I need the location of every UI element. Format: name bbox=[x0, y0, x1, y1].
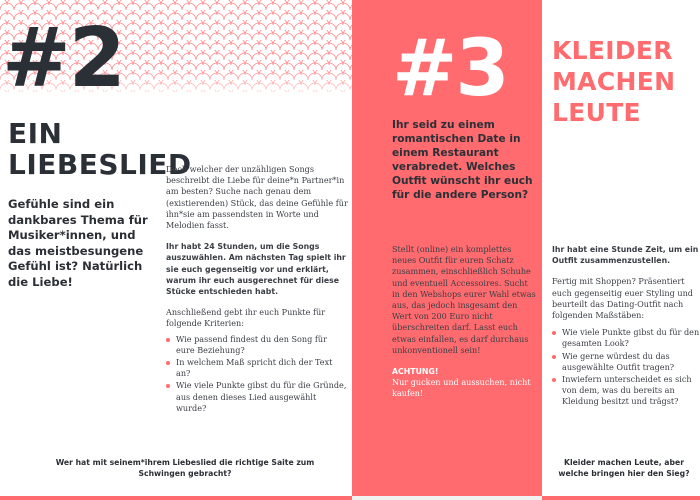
list-item: Wie gerne würdest du das ausgewählte Outfit tragen? bbox=[552, 351, 700, 373]
body-text bbox=[392, 244, 537, 400]
page-title bbox=[8, 117, 192, 181]
body-paragraph-3: Anschließend gebt ihr euch Punkte für folgende Kriterien: bbox=[166, 307, 326, 329]
page-title bbox=[552, 35, 697, 128]
list-item: Inwiefern unterscheidet es sich von dem, was du bereits an Kleidung besitzt und trägst? bbox=[552, 374, 700, 408]
list-item: Wie passend findest du den Song für eure Beziehung? bbox=[166, 334, 348, 356]
body-paragraph-1-bold: Ihr habt eine Stunde Zeit, um ein Outfit zusammenzustellen. bbox=[552, 245, 699, 266]
warning-text: Nur gucken und aussuchen, nicht kaufen! bbox=[392, 377, 531, 399]
list-item: In welchem Maß spricht dich der Text an? bbox=[166, 357, 348, 379]
section-number: #2 bbox=[2, 11, 124, 106]
page-date-outfit bbox=[352, 0, 542, 500]
page-title-line-2: LIEBESLIED bbox=[8, 148, 192, 181]
body-paragraph-2-bold: Ihr habt 24 Stunden, um die Songs auszuwählen. Am nächsten Tag spielt ihr sie euch gegenseitig vor und erklärt, warum ihr euch ausgerechnet für diese Stücke entschieden habt. bbox=[166, 242, 346, 297]
body-paragraph-1: Stellt (online) ein komplettes neues Outfit für euren Schatz zusammen, einschließlich Schuhe und eventuell Accessoires. Sucht in den Webshops eurer Wahl etwas aus, das jedoch insgesamt den Wert von 200 Euro nicht überschreiten darf. Lasst euch etwas einfallen, es darf durchaus unkonventionell sein! bbox=[392, 244, 536, 355]
criteria-list bbox=[166, 334, 348, 414]
warning-label: ACHTUNG! bbox=[392, 367, 439, 377]
closing-question: Wer hat mit seinem*ihrem Liebeslied die richtige Saite zum Schwingen gebracht? bbox=[55, 458, 315, 478]
body-paragraph-1: Doch welcher der unzähligen Songs beschreibt die Liebe für deine*n Partner*in am besten? Suche nach genau dem (existierenden) Stück, das deine Gefühle für ihn*sie am passendsten in Worte und Melodien fasst. bbox=[166, 164, 348, 231]
list-item: Wie viele Punkte gibst du für den gesamten Look? bbox=[552, 327, 700, 349]
bottom-accent-bar-left bbox=[0, 496, 352, 500]
closing-question: Kleider machen Leute, aber welche bringen hier den Sieg? bbox=[558, 458, 690, 478]
body-text bbox=[552, 244, 700, 409]
body-text bbox=[166, 164, 348, 415]
bottom-accent-bar-right bbox=[542, 496, 700, 500]
page-title-line-1: EIN bbox=[8, 117, 63, 150]
lead-paragraph: Gefühle sind ein dankbares Thema für Musiker*innen, und das meistbesungene Gefühl ist? Natürlich die Liebe! bbox=[8, 197, 148, 289]
page-kleider-machen-leute bbox=[542, 0, 700, 500]
page-title-line-1: KLEIDER bbox=[552, 36, 673, 65]
section-number: #3 bbox=[392, 24, 508, 114]
page-title-line-2: MACHEN bbox=[552, 67, 676, 96]
page-title-line-3: LEUTE bbox=[552, 98, 641, 127]
lead-paragraph: Ihr seid zu einem romantischen Date in einem Restaurant verabredet. Welches Outfit wünscht ihr euch für die andere Person? bbox=[392, 119, 533, 201]
list-item: Wie viele Punkte gibst du für die Gründe, aus denen dieses Lied ausgewählt wurde? bbox=[166, 380, 348, 414]
body-paragraph-2: Fertig mit Shoppen? Präsentiert euch gegenseitig euer Styling und beurteilt das Dating-Outfit nach folgenden Maßstäben: bbox=[552, 276, 693, 321]
criteria-list bbox=[552, 327, 700, 407]
